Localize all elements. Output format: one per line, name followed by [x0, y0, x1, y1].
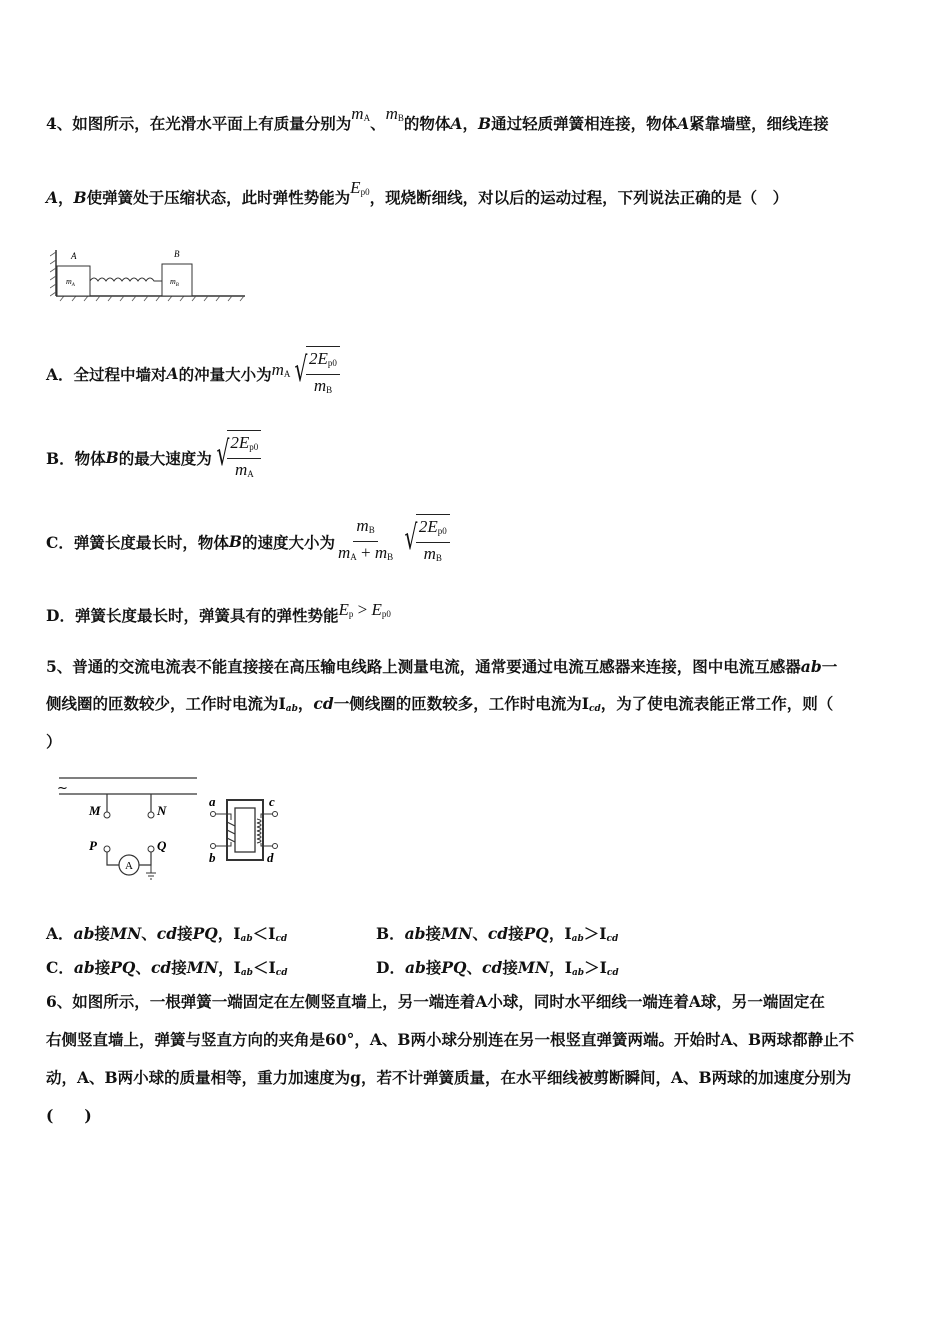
q4-option-b[interactable]: B．物体 B 的最大速度为 √ $\frac{2E_{p0}}{m_A}$	[46, 430, 261, 485]
q6-line-4: ( )	[46, 1106, 92, 1125]
q4-option-d[interactable]: D．弹簧长度最长时，弹簧具有的弹性势能$E_p > E_{p0}$	[46, 600, 391, 625]
q5-line-1: 5、普通的交流电流表不能直接接在高压输电线路上测量电流，通常要通过电流互感器来连接，图中电流互感器ab一	[46, 657, 838, 676]
spring	[90, 278, 162, 281]
mass-a: $m_A$	[351, 104, 371, 123]
svg-text:a: a	[209, 794, 216, 809]
svg-text:P: P	[89, 838, 97, 853]
q5-transformer-figure	[55, 770, 295, 885]
svg-text:B: B	[174, 249, 180, 259]
q4-option-c[interactable]: C．弹簧长度最长时，物体 B 的速度大小为 $\frac{m_B}{m_A + m_B}$ √ $\frac{2E_{p0}}{m_B}$	[46, 514, 450, 569]
svg-text:M: M	[89, 803, 101, 818]
svg-text:b: b	[209, 850, 216, 865]
svg-text:A: A	[125, 860, 133, 872]
svg-text:mB: $m_B$	[170, 277, 179, 288]
q6-line-1: 6、如图所示，一根弹簧一端固定在左侧竖直墙上，另一端连着A小球，同时水平细线一端连着A球，另一端固定在	[46, 992, 825, 1011]
svg-text:d: d	[267, 850, 274, 865]
mass-b: $m_B$	[385, 104, 404, 123]
svg-text:A: A	[71, 251, 77, 261]
q5-option-a[interactable]: A．ab接MN、cd接PQ，$I_{ab}<I_{cd}$	[46, 924, 288, 944]
q4-option-a[interactable]: A．全过程中墙对 A 的冲量大小为 $m_A$ √ $\frac{2E_{p0}}{m_B}$	[46, 346, 340, 401]
q4-spring-figure	[50, 244, 250, 304]
q4-line-1: 4、如图所示，在光滑水平面上有质量分别为$m_A$、$m_B$的物体A，B通过轻质弹簧相连接，物体A紧靠墙壁，细线连接	[46, 104, 829, 133]
q6-line-3: 动，A、B两小球的质量相等，重力加速度为g，若不计弹簧质量，在水平细线被剪断瞬间，A、B两球的加速度分别为	[46, 1068, 852, 1087]
q4-text: 4、如图所示，在光滑水平面上有质量分别为	[46, 114, 352, 133]
svg-text:c: c	[269, 794, 275, 809]
svg-text:N: N	[157, 803, 167, 818]
q4-line-2: A，B使弹簧处于压缩状态，此时弹性势能为$E_{p0}$，现烧断细线，对以后的运动过程，下列说法正确的是（ ）	[46, 178, 789, 207]
q5-line-3: ）	[46, 732, 62, 751]
svg-text:mA: $m_A$	[66, 277, 75, 288]
svg-text:~: ~	[57, 781, 68, 796]
q5-line-2: 侧线圈的匝数较少，工作时电流为$I_{ab}$，cd一侧线圈的匝数较多，工作时电流为$I_{cd}$，为了使电流表能正常工作，则（	[46, 694, 834, 714]
svg-text:Q: Q	[157, 838, 167, 853]
initial-potential-energy: $E_{p0}$	[350, 178, 370, 197]
q5-option-c[interactable]: C．ab接PQ、cd接MN，$I_{ab}<I_{cd}$	[46, 958, 288, 978]
q5-option-d[interactable]: D．ab接PQ、cd接MN，$I_{ab}>I_{cd}$	[376, 958, 619, 978]
block-a	[57, 266, 90, 296]
block-b	[162, 264, 192, 296]
transformer-core	[227, 800, 263, 860]
q5-option-b[interactable]: B．ab接MN、cd接PQ，$I_{ab}>I_{cd}$	[376, 924, 619, 944]
q6-line-2: 右侧竖直墙上，弹簧与竖直方向的夹角是60°，A、B两小球分别连在另一根竖直弹簧两端。开始时A、B两球都静止不	[46, 1030, 855, 1049]
